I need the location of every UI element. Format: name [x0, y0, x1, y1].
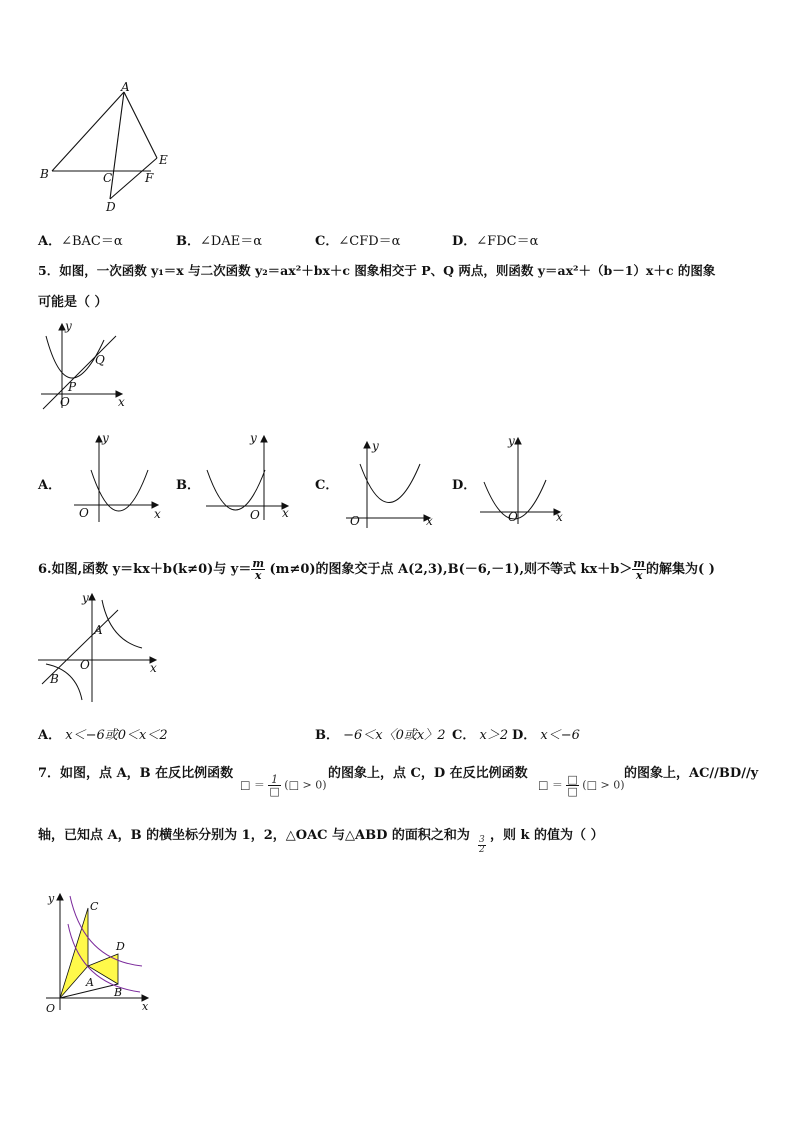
label-b: B [50, 672, 59, 686]
label-x: x [118, 395, 125, 409]
q7-figure [40, 888, 160, 1018]
label-b: B [40, 167, 49, 181]
q5-option-d[interactable]: D． [452, 478, 477, 493]
option-key: A． [38, 728, 62, 743]
q5-stem-line1: 5．如图，一次函数 y₁＝x 与二次函数 y₂＝ax²＋bx＋c 图象相交于 P、Q 两点，则函数 y＝ax²＋（b－1）x＋c 的图象 [38, 263, 716, 278]
edge-ae [124, 92, 157, 158]
q5-option-a[interactable]: A． [38, 478, 62, 493]
label-c: C [103, 171, 113, 185]
q4-triangle-figure [36, 82, 176, 217]
edge-ab [52, 92, 124, 171]
svg-text:O: O [508, 510, 518, 524]
label-a: A [86, 976, 94, 989]
label-f: F [145, 171, 154, 185]
label-q: Q [95, 353, 105, 367]
option-text: x＜−6 [540, 728, 580, 743]
option-key: A． [38, 234, 62, 249]
q6-figure [36, 588, 166, 708]
svg-text:O: O [350, 514, 360, 528]
option-key: D． [512, 728, 537, 743]
svg-text:x: x [154, 507, 161, 521]
q6-option-c[interactable] [452, 724, 508, 743]
q4-option-b[interactable] [176, 230, 262, 249]
label-d: D [106, 200, 116, 214]
option-key: C． [315, 234, 339, 249]
q5-option-d-graph [476, 432, 576, 527]
q4-option-c[interactable] [315, 230, 400, 249]
q4-option-d[interactable] [452, 230, 538, 249]
label-o: O [60, 395, 70, 409]
q5-figure [38, 318, 138, 410]
label-a: A [121, 80, 130, 94]
label-p: P [68, 380, 77, 394]
label-a: A [94, 623, 103, 637]
q6-stem-part: 的解集为( ) [646, 562, 715, 577]
svg-text:x: x [282, 506, 289, 520]
label-b: B [114, 986, 123, 999]
option-text: ∠CFD＝α [338, 234, 401, 249]
q5-option-b-graph [202, 430, 302, 525]
option-text: x＞2 [479, 728, 509, 743]
q6-stem-part: 6.如图,函数 y＝kx＋b(k≠0)与 y＝ [38, 562, 252, 577]
label-y: y [48, 892, 55, 905]
q5-option-c-graph [342, 436, 442, 531]
option-text: −6＜x〈0或x〉2 [343, 728, 446, 743]
fraction-m-over-x: $\frac{m}{x}$ [252, 557, 264, 582]
q7-stem-line2b: ，则 k 的值为（ ） [490, 828, 604, 843]
option-text: ∠DAE＝α [200, 234, 262, 249]
svg-text:y: y [250, 431, 257, 445]
option-key: C． [452, 728, 476, 743]
hyperbola-branch-1 [102, 600, 142, 648]
formula-y-equals-1-over-x: □ ＝ $\frac{1}{□}$ (□ > 0) [240, 773, 327, 798]
q6-option-a[interactable] [38, 724, 168, 743]
svg-text:y: y [372, 439, 379, 453]
option-key: D． [452, 234, 477, 249]
label-o: O [80, 658, 90, 672]
q5-option-c[interactable]: C． [315, 478, 339, 493]
label-y: y [65, 319, 72, 333]
option-text: x＜−6或0＜x＜2 [65, 728, 168, 743]
line-y-equals-x [43, 336, 116, 409]
fraction-m-over-x: $\frac{m}{x}$ [633, 557, 646, 582]
q6-option-d[interactable] [512, 724, 580, 743]
q5-option-b[interactable]: B． [176, 478, 200, 493]
q7-stem-part3: 的图象上，AC//BD//y [624, 766, 759, 781]
parabola [207, 470, 265, 510]
q5-stem-line2: 可能是（ ） [38, 295, 108, 310]
option-key: B． [315, 728, 339, 743]
triangle-oac-fill [60, 908, 88, 998]
label-y: y [82, 591, 89, 605]
option-text: ∠BAC＝α [61, 234, 123, 249]
svg-text:O: O [79, 506, 89, 520]
label-x: x [142, 1000, 149, 1013]
label-o: O [46, 1002, 56, 1015]
q7-stem-part2: 的图象上，点 C，D 在反比例函数 [328, 766, 528, 781]
label-c: C [90, 900, 99, 913]
formula-y-equals-k-over-x: □ ＝ $\frac{□}{□}$ (□ > 0) [538, 773, 625, 798]
svg-text:x: x [556, 510, 563, 524]
option-text: ∠FDC＝α [476, 234, 539, 249]
option-key: B． [176, 234, 200, 249]
label-d: D [116, 940, 125, 953]
q6-stem-part: (m≠0)的图象交于点 A(2,3),B(－6,－1),则不等式 kx＋b＞ [269, 562, 633, 577]
svg-text:y: y [102, 431, 109, 445]
q5-option-a-graph [68, 430, 168, 525]
label-e: E [159, 153, 168, 167]
label-x: x [150, 661, 157, 675]
fraction-3-over-2: $\frac{3}{2}$ [479, 835, 485, 855]
parabola [360, 464, 420, 503]
svg-text:y: y [508, 434, 515, 448]
q7-stem-part1: 7．如图，点 A，B 在反比例函数 [38, 766, 234, 781]
svg-text:x: x [426, 514, 433, 528]
q6-option-b[interactable] [315, 724, 446, 743]
q7-stem-line2a: 轴，已知点 A，B 的横坐标分别为 1，2，△OAC 与△ABD 的面积之和为 [38, 828, 470, 843]
q6-stem [38, 558, 715, 581]
q4-option-a[interactable] [38, 230, 123, 249]
svg-text:O: O [250, 508, 260, 522]
